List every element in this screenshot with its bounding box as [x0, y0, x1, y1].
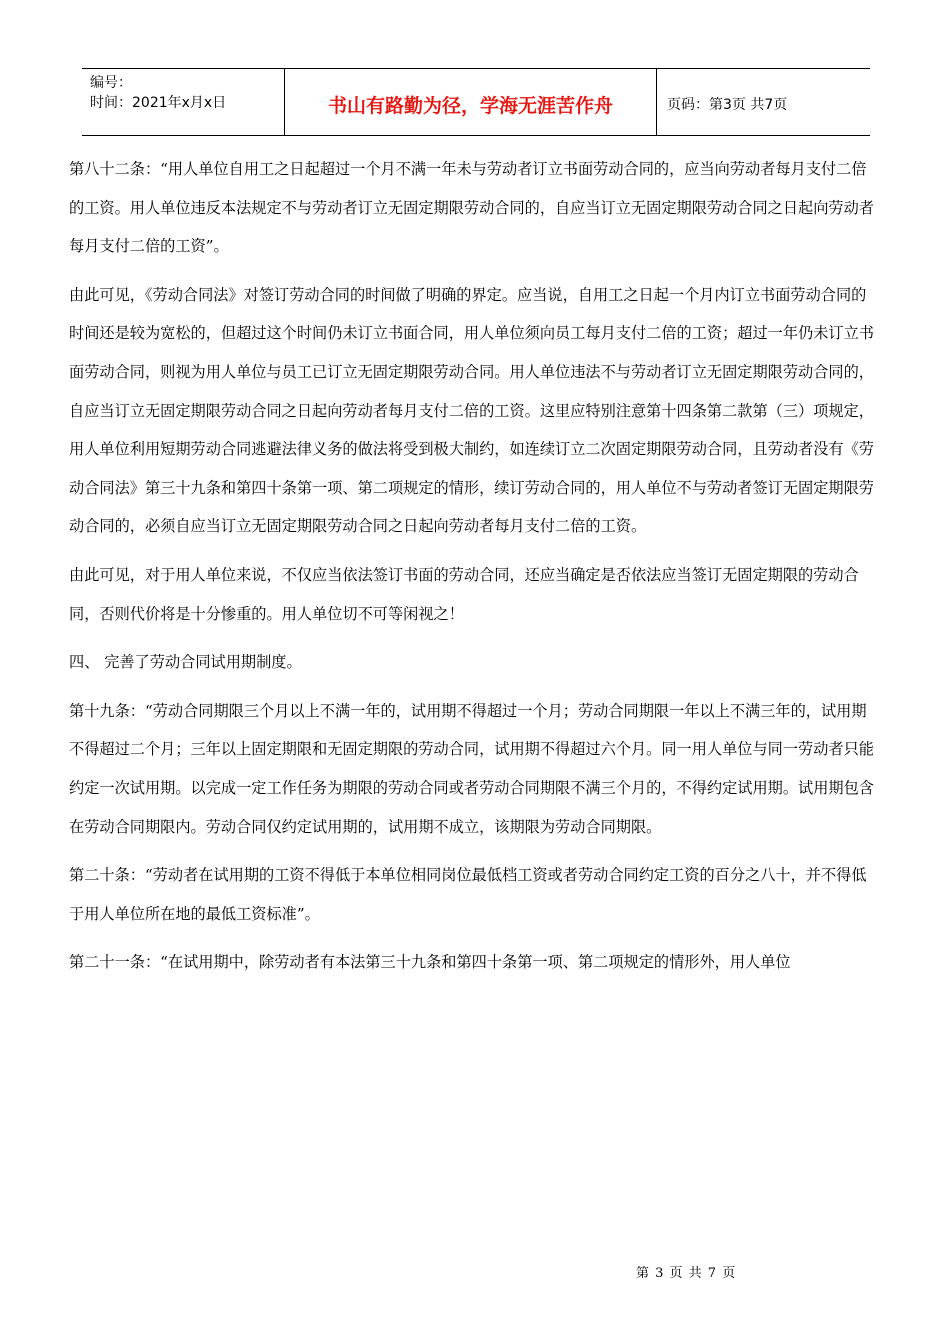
page-header [82, 68, 870, 136]
header-motto: 书山有路勤为径，学海无涯苦作舟 [284, 69, 657, 135]
paragraph: 由此可见，对于用人单位来说，不仅应当依法签订书面的劳动合同，还应当确定是否依法应当签订无固定期限的劳动合同，否则代价将是十分惨重的。用人单位切不可等闲视之！ [69, 565, 859, 623]
paragraph: 第二十条：“劳动者在试用期的工资不得低于本单位相同岗位最低档工资或者劳动合同约定工资的百分之八十，并不得低于用人单位所在地的最低工资标准”。 [69, 866, 867, 923]
paragraph: 第二十一条：“在试用期中，除劳动者有本法第三十九条和第四十条第一项、第二项规定的情形外，用人单位 [69, 953, 791, 972]
number-label: 编号： [90, 75, 132, 91]
paragraph: 由此可见，《劳动合同法》对签订劳动合同的时间做了明确的界定。应当说，自用工之日起一个月内订立书面劳动合同的时间还是较为宽松的，但超过这个时间仍未订立书面合同，用人单位须向员工每月支付二倍的工资；超过一年仍未订立书面劳动合同，则视为用人单位与员工已订立无固定期限劳动合同。用人单位违法不与劳动者订立无固定期限劳动合同的，自应当订立无固定期限劳动合同之日起向劳动者每月支付二倍的工资。这里应特别注意第十四条第二款第（三）项规定，用人单位利用短期劳动合同逃避法律义务的做法将受到极大制约，如连续订立二次固定期限劳动合同，且劳动者没有《劳动合同法》第三十九条和第四十条第一项、第二项规定的情形，续订劳动合同的，用人单位不与劳动者签订无固定期限劳动合同的，必须自应当订立无固定期限劳动合同之日起向劳动者每月支付二倍的工资。 [69, 285, 874, 536]
header-page-code: 页码：第3页 共7页 [667, 97, 788, 113]
section-heading: 四、 完善了劳动合同试用期制度。 [69, 653, 302, 672]
paragraph: 第八十二条：“用人单位自用工之日起超过一个月不满一年未与劳动者订立书面劳动合同的，应当向劳动者每月支付二倍的工资。用人单位违反本法规定不与劳动者订立无固定期限劳动合同的，自应当订立无固定期限劳动合同之日起向劳动者每月支付二倍的工资”。 [69, 160, 874, 256]
paragraph: 第十九条：“劳动合同期限三个月以上不满一年的，试用期不得超过一个月；劳动合同期限一年以上不满三年的，试用期不得超过二个月；三年以上固定期限和无固定期限的劳动合同，试用期不得超过六个月。同一用人单位与同一劳动者只能约定一次试用期。以完成一定工作任务为期限的劳动合同或者劳动合同期限不满三个月的，不得约定试用期。试用期包含在劳动合同期限内。劳动合同仅约定试用期的，试用期不成立，该期限为劳动合同期限。 [69, 701, 874, 836]
time-label: 时间：2021年x月x日 [90, 95, 227, 111]
header-meta [82, 69, 284, 135]
document-body [69, 150, 875, 992]
page-footer: 第 3 页 共 7 页 [636, 1266, 737, 1281]
